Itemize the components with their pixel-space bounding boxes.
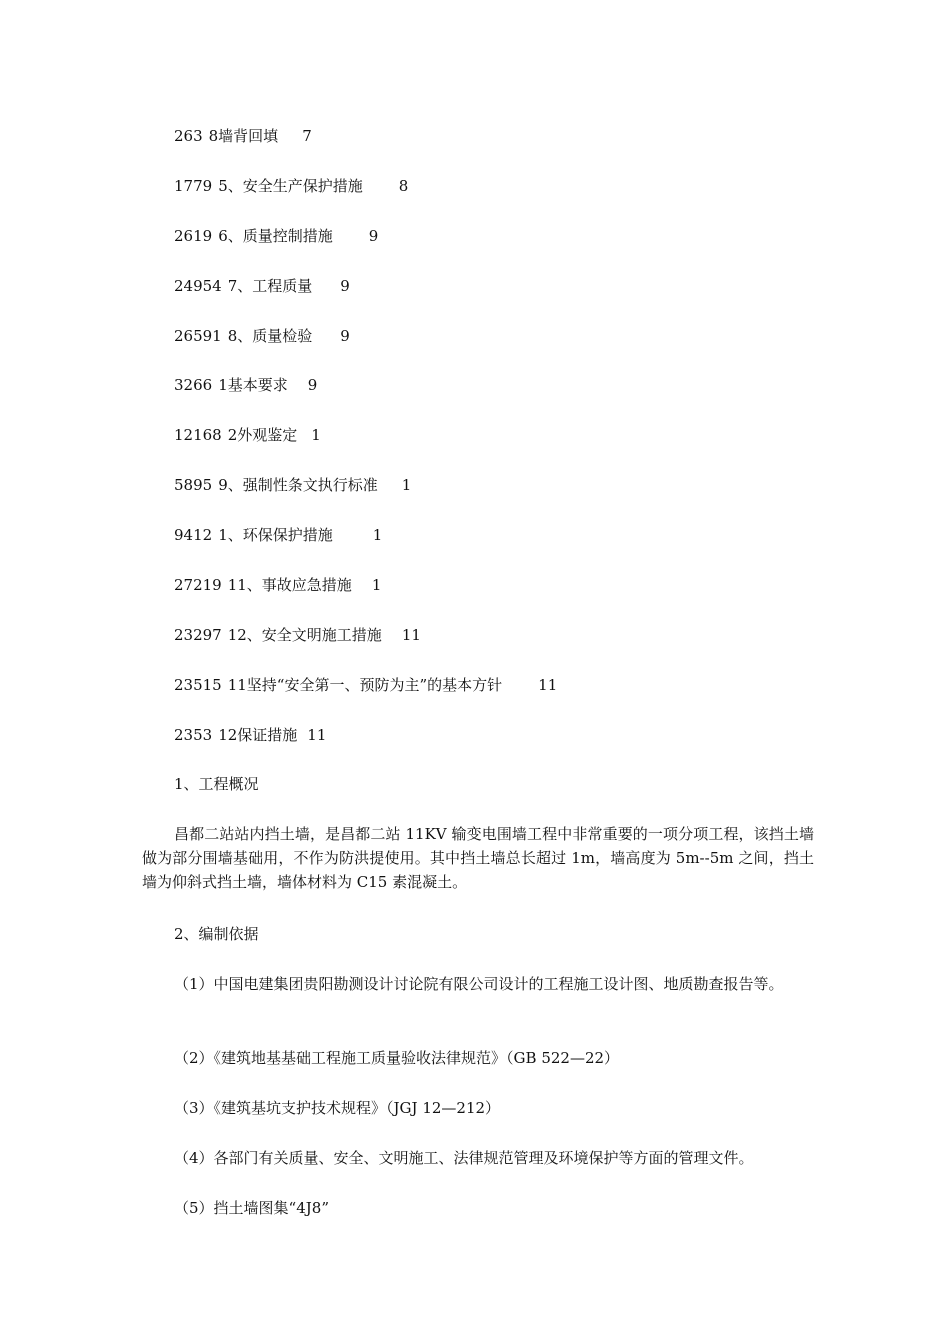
toc-entry-title: 12、安全文明施工措施	[227, 625, 382, 644]
toc-entry-id: 24954	[174, 276, 222, 295]
toc-entry[interactable]	[174, 373, 557, 423]
toc-entry-title: 8墙背回填	[208, 127, 279, 145]
toc-entry-title: 1基本要求	[218, 376, 288, 395]
toc-entry-id: 23297	[174, 625, 222, 644]
toc-entry-id: 27219	[174, 576, 222, 595]
toc-entry[interactable]	[174, 523, 557, 573]
table-of-contents	[174, 124, 557, 773]
toc-entry-page: 11	[307, 725, 327, 744]
toc-entry-title: 1、环保保护措施	[218, 526, 333, 545]
toc-entry-page: 11	[401, 625, 421, 644]
toc-entry-page: 9	[340, 276, 350, 295]
toc-entry-title: 11坚持“安全第一、预防为主”的基本方针	[227, 675, 503, 694]
overview-paragraph: 昌都二站站内挡土墙，是昌都二站 11KV 输变电围墙工程中非常重要的一项分项工程，该挡土墙做为部分围墙基础用，不作为防洪提使用。其中挡土墙总长超过 1m，墙高度为 5m--5m 之间，挡土墙为仰斜式挡土墙，墙体材料为 C15 素混凝土。	[142, 825, 814, 891]
basis-item: （2）《建筑地基基础工程施工质量验收法律规范》（GB 522—22）	[174, 1049, 620, 1067]
toc-entry[interactable]	[174, 723, 557, 773]
toc-entry-title: 7、工程质量	[227, 276, 313, 295]
toc-entry-id: 9412	[174, 526, 213, 545]
toc-entry-title: 11、事故应急措施	[227, 576, 352, 595]
toc-entry[interactable]	[174, 423, 557, 473]
basis-item: （1）中国电建集团贵阳勘测设计讨论院有限公司设计的工程施工设计图、地质勘查报告等。	[174, 975, 784, 993]
basis-item: （4）各部门有关质量、安全、文明施工、法律规范管理及环境保护等方面的管理文件。	[174, 1149, 754, 1167]
toc-entry-id: 263	[174, 127, 203, 145]
toc-entry-title: 6、质量控制措施	[218, 226, 333, 245]
toc-entry-page: 7	[302, 127, 312, 145]
toc-entry-page: 1	[371, 576, 382, 595]
toc-entry[interactable]	[174, 573, 557, 623]
toc-entry-title: 12保证措施	[218, 725, 298, 744]
toc-entry[interactable]	[174, 623, 557, 673]
toc-entry[interactable]	[174, 224, 557, 274]
toc-entry-id: 12168	[174, 426, 222, 445]
toc-entry-id: 1779	[174, 176, 213, 195]
toc-entry[interactable]	[174, 124, 557, 174]
toc-entry-page: 9	[307, 376, 318, 395]
toc-entry-id: 5895	[174, 476, 213, 495]
toc-entry-title: 8、质量检验	[227, 326, 313, 345]
basis-item: （5）挡土墙图集“4J8”	[174, 1199, 329, 1217]
basis-item: （3）《建筑基坑支护技术规程》（JGJ 12—212）	[174, 1099, 501, 1117]
toc-entry-page: 9	[368, 226, 379, 245]
toc-entry[interactable]	[174, 174, 557, 224]
toc-entry-page: 9	[340, 326, 350, 345]
toc-entry-id: 3266	[174, 376, 213, 395]
toc-entry-title: 9、强制性条文执行标准	[218, 476, 378, 495]
toc-entry-page: 11	[538, 675, 558, 694]
section-heading-overview: 1、工程概况	[174, 775, 259, 793]
toc-entry[interactable]	[174, 324, 557, 374]
toc-entry-id: 23515	[174, 675, 222, 694]
toc-entry[interactable]	[174, 473, 557, 523]
toc-entry-title: 2外观鉴定	[227, 426, 298, 445]
toc-entry-id: 2353	[174, 725, 213, 744]
section-heading-basis: 2、编制依据	[174, 925, 259, 943]
toc-entry-title: 5、安全生产保护措施	[218, 176, 363, 195]
toc-entry-id: 26591	[174, 326, 222, 345]
toc-entry-page: 1	[401, 476, 412, 495]
toc-entry[interactable]	[174, 274, 557, 324]
toc-entry-id: 2619	[174, 226, 213, 245]
toc-entry-page: 1	[311, 426, 321, 445]
toc-entry-page: 1	[372, 526, 383, 545]
toc-entry[interactable]	[174, 673, 557, 723]
toc-entry-page: 8	[398, 176, 409, 195]
